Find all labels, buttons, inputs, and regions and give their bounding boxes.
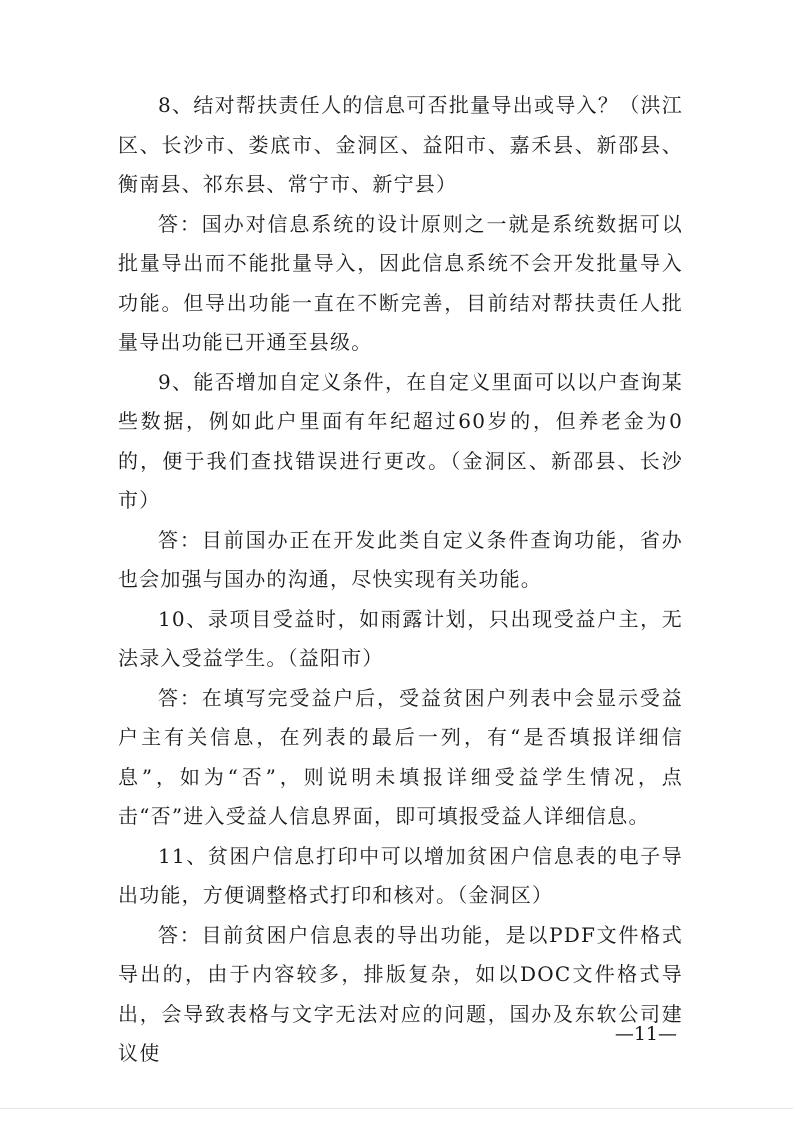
question-10-paragraph: 10、录项目受益时，如雨露计划，只出现受益户主，无法录入受益学生。（益阳市） [118, 606, 683, 670]
page-bottom-divider [0, 1108, 793, 1109]
question-9-paragraph: 9、能否增加自定义条件，在自定义里面可以以户查询某些数据，例如此户里面有年纪超过60岁的，但养老金为0的，便于我们查找错误进行更改。（金洞区、新邵县、长沙市） [118, 369, 683, 512]
answer-8-paragraph: 答：国办对信息系统的设计原则之一就是系统数据可以批量导出而不能批量导入，因此信息系统不会开发批量导入功能。但导出功能一直在不断完善，目前结对帮扶责任人批量导出功能已开通至县级。 [118, 211, 683, 354]
answer-10-paragraph: 答：在填写完受益户后，受益贫困户列表中会显示受益户主有关信息，在列表的最后一列，有“是否填报详细信息”，如为“否”，则说明未填报详细受益学生情况，点击“否”进入受益人信息界面，即可填报受益人详细信息。 [118, 685, 683, 828]
answer-9-paragraph: 答：目前国办正在开发此类自定义条件查询功能，省办也会加强与国办的沟通，尽快实现有关功能。 [118, 527, 683, 591]
document-body [118, 86, 683, 1074]
question-8-paragraph: 8、结对帮扶责任人的信息可否批量导出或导入？（洪江区、长沙市、娄底市、金洞区、益阳市、嘉禾县、新邵县、衡南县、祁东县、常宁市、新宁县） [118, 93, 683, 196]
question-11-paragraph: 11、贫困户信息打印中可以增加贫困户信息表的电子导出功能，方便调整格式打印和核对。（金洞区） [118, 843, 683, 907]
answer-11-paragraph: 答：目前贫困户信息表的导出功能，是以PDF文件格式导出的，由于内容较多，排版复杂，如以DOC文件格式导出，会导致表格与文字无法对应的问题，国办及东软公司建议使 [118, 922, 683, 1065]
page-number: —11— [614, 1023, 677, 1045]
